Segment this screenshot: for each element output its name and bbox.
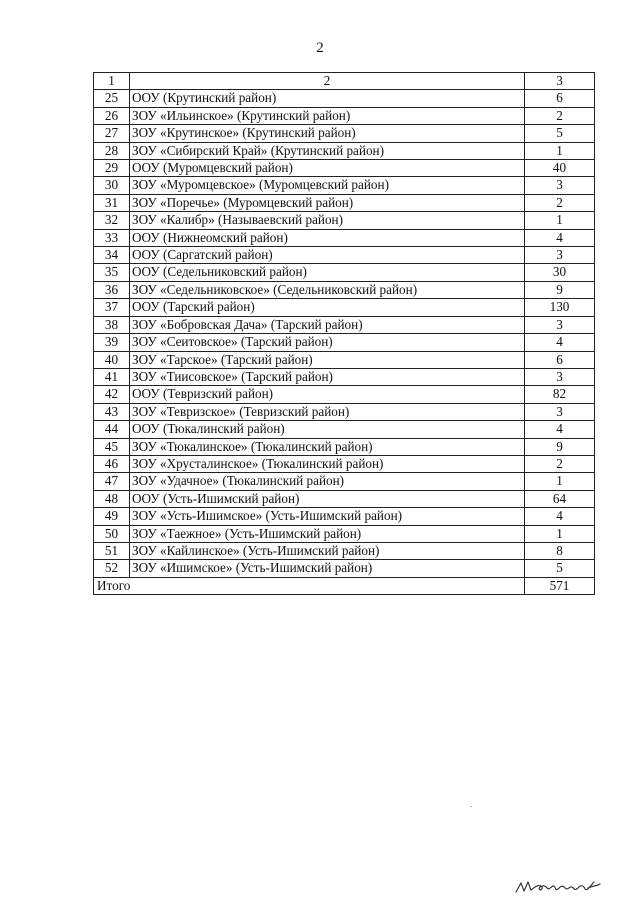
row-name-cell: ООУ (Тюкалинский район) (130, 421, 525, 438)
table-row (94, 281, 595, 298)
table-row (94, 212, 595, 229)
row-name-cell: ЗОУ «Таежное» (Усть-Ишимский район) (130, 525, 525, 542)
header-row (94, 73, 595, 90)
row-count-cell: 5 (525, 560, 595, 577)
row-count-cell: 40 (525, 160, 595, 177)
table-row (94, 142, 595, 159)
row-name-cell: ЗОУ «Поречье» (Муромцевский район) (130, 194, 525, 211)
row-number-cell: 38 (94, 316, 130, 333)
row-name-cell: ООУ (Муромцевский район) (130, 160, 525, 177)
row-name-cell: ЗОУ «Крутинское» (Крутинский район) (130, 125, 525, 142)
row-number-cell: 36 (94, 281, 130, 298)
row-number-cell: 31 (94, 194, 130, 211)
table-row (94, 247, 595, 264)
table-row (94, 438, 595, 455)
row-count-cell: 4 (525, 334, 595, 351)
row-name-cell: ЗОУ «Тевризское» (Тевризский район) (130, 403, 525, 420)
row-number-cell: 41 (94, 368, 130, 385)
row-count-cell: 6 (525, 90, 595, 107)
row-number-cell: 32 (94, 212, 130, 229)
row-number-cell: 49 (94, 508, 130, 525)
allocation-table (93, 72, 595, 595)
row-count-cell: 5 (525, 125, 595, 142)
row-name-cell: ЗОУ «Хрусталинское» (Тюкалинский район) (130, 455, 525, 472)
row-name-cell: ООУ (Усть-Ишимский район) (130, 490, 525, 507)
row-name-cell: ЗОУ «Калибр» (Называевский район) (130, 212, 525, 229)
row-number-cell: 44 (94, 421, 130, 438)
row-name-cell: ЗОУ «Ишимское» (Усть-Ишимский район) (130, 560, 525, 577)
row-count-cell: 1 (525, 473, 595, 490)
table-row (94, 490, 595, 507)
row-name-cell: ООУ (Крутинский район) (130, 90, 525, 107)
table-row (94, 560, 595, 577)
row-number-cell: 39 (94, 334, 130, 351)
row-name-cell: ЗОУ «Ильинское» (Крутинский район) (130, 107, 525, 124)
row-name-cell: ЗОУ «Сибирский Край» (Крутинский район) (130, 142, 525, 159)
table-row (94, 542, 595, 559)
row-count-cell: 3 (525, 403, 595, 420)
row-number-cell: 43 (94, 403, 130, 420)
table-row (94, 125, 595, 142)
row-count-cell: 1 (525, 142, 595, 159)
total-label: Итого (94, 577, 525, 594)
row-count-cell: 3 (525, 177, 595, 194)
row-number-cell: 50 (94, 525, 130, 542)
row-number-cell: 46 (94, 455, 130, 472)
row-name-cell: ООУ (Тарский район) (130, 299, 525, 316)
row-name-cell: ЗОУ «Бобровская Дача» (Тарский район) (130, 316, 525, 333)
row-number-cell: 40 (94, 351, 130, 368)
row-number-cell: 47 (94, 473, 130, 490)
header-cell-number: 1 (94, 73, 130, 90)
row-number-cell: 30 (94, 177, 130, 194)
row-count-cell: 1 (525, 212, 595, 229)
row-name-cell: ООУ (Седельниковский район) (130, 264, 525, 281)
table-row (94, 525, 595, 542)
row-name-cell: ООУ (Тевризский район) (130, 386, 525, 403)
table-row (94, 177, 595, 194)
row-number-cell: 26 (94, 107, 130, 124)
row-count-cell: 4 (525, 508, 595, 525)
row-count-cell: 3 (525, 316, 595, 333)
table-row (94, 368, 595, 385)
row-count-cell: 82 (525, 386, 595, 403)
header-cell-name: 2 (130, 73, 525, 90)
table-row (94, 264, 595, 281)
handwritten-signature-icon (512, 874, 604, 896)
row-number-cell: 33 (94, 229, 130, 246)
row-name-cell: ЗОУ «Тюкалинское» (Тюкалинский район) (130, 438, 525, 455)
table-row (94, 107, 595, 124)
row-number-cell: 29 (94, 160, 130, 177)
scan-speck (470, 806, 472, 807)
row-count-cell: 9 (525, 281, 595, 298)
row-number-cell: 51 (94, 542, 130, 559)
row-name-cell: ЗОУ «Сеитовское» (Тарский район) (130, 334, 525, 351)
row-count-cell: 2 (525, 194, 595, 211)
table-row (94, 334, 595, 351)
row-number-cell: 28 (94, 142, 130, 159)
row-name-cell: ЗОУ «Кайлинское» (Усть-Ишимский район) (130, 542, 525, 559)
row-number-cell: 48 (94, 490, 130, 507)
table-row (94, 90, 595, 107)
table-row (94, 299, 595, 316)
row-number-cell: 37 (94, 299, 130, 316)
row-count-cell: 8 (525, 542, 595, 559)
signature (512, 874, 604, 901)
table-row (94, 473, 595, 490)
row-count-cell: 4 (525, 421, 595, 438)
row-name-cell: ЗОУ «Удачное» (Тюкалинский район) (130, 473, 525, 490)
row-number-cell: 35 (94, 264, 130, 281)
row-name-cell: ЗОУ «Муромцевское» (Муромцевский район) (130, 177, 525, 194)
total-value: 571 (525, 577, 595, 594)
row-count-cell: 2 (525, 455, 595, 472)
row-count-cell: 1 (525, 525, 595, 542)
row-count-cell: 6 (525, 351, 595, 368)
page-number: 2 (316, 40, 324, 56)
row-name-cell: ООУ (Нижнеомский район) (130, 229, 525, 246)
row-number-cell: 25 (94, 90, 130, 107)
row-name-cell: ООУ (Саргатский район) (130, 247, 525, 264)
row-count-cell: 2 (525, 107, 595, 124)
header-cell-count: 3 (525, 73, 595, 90)
table-row (94, 351, 595, 368)
row-count-cell: 3 (525, 368, 595, 385)
table-row (94, 455, 595, 472)
table-row (94, 421, 595, 438)
total-row (94, 577, 595, 594)
table-row (94, 160, 595, 177)
table-row (94, 194, 595, 211)
table-row (94, 229, 595, 246)
row-count-cell: 30 (525, 264, 595, 281)
row-count-cell: 9 (525, 438, 595, 455)
row-number-cell: 52 (94, 560, 130, 577)
row-name-cell: ЗОУ «Седельниковское» (Седельниковский район) (130, 281, 525, 298)
table-row (94, 403, 595, 420)
row-number-cell: 34 (94, 247, 130, 264)
table-row (94, 316, 595, 333)
row-name-cell: ЗОУ «Усть-Ишимское» (Усть-Ишимский район) (130, 508, 525, 525)
row-number-cell: 42 (94, 386, 130, 403)
row-name-cell: ЗОУ «Тарское» (Тарский район) (130, 351, 525, 368)
row-number-cell: 45 (94, 438, 130, 455)
row-number-cell: 27 (94, 125, 130, 142)
table-row (94, 386, 595, 403)
table-body (94, 73, 595, 595)
table-row (94, 508, 595, 525)
row-count-cell: 3 (525, 247, 595, 264)
row-count-cell: 64 (525, 490, 595, 507)
row-count-cell: 130 (525, 299, 595, 316)
row-name-cell: ЗОУ «Тиисовское» (Тарский район) (130, 368, 525, 385)
row-count-cell: 4 (525, 229, 595, 246)
